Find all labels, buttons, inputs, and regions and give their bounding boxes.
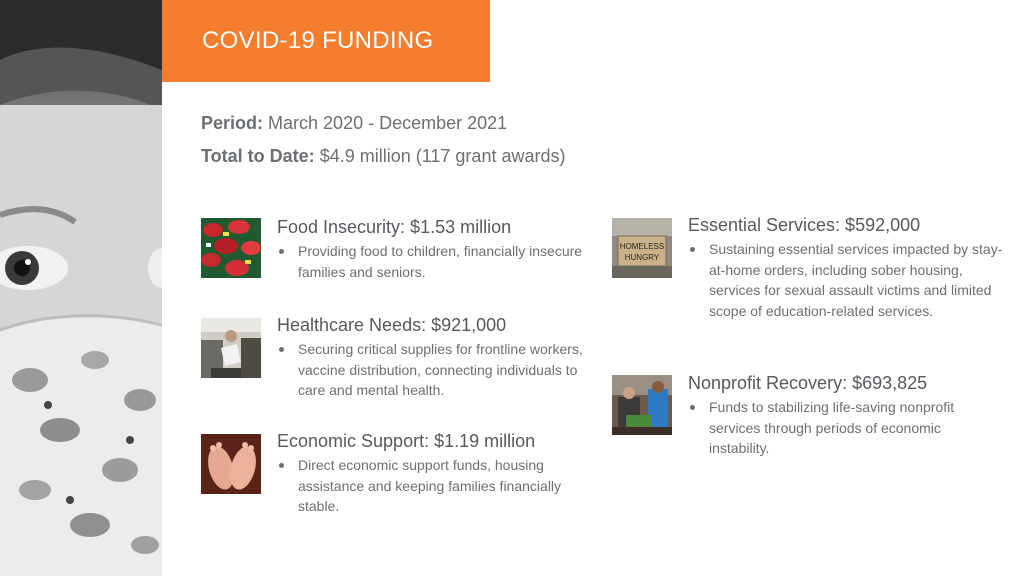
svg-text:HOMELESS: HOMELESS: [619, 242, 665, 251]
category-title-economic: Economic Support: $1.19 million: [277, 431, 536, 451]
period-line: [201, 113, 507, 134]
period-value: March 2020 - December 2021: [268, 113, 508, 133]
total-label: Total to Date:: [201, 146, 315, 166]
category-title-nonprofit: Nonprofit Recovery: $693,825: [688, 373, 928, 393]
homeless-sign-photo: [612, 218, 672, 278]
category-bullet-food: Providing food to children, financially insecure families and seniors.: [298, 241, 588, 282]
total-line: [201, 146, 565, 167]
category-bullet-nonprofit: Funds to stabilizing life-saving nonprofit services through periods of economic instability.: [709, 397, 999, 459]
svg-text:HUNGRY: HUNGRY: [624, 253, 660, 262]
category-title-healthcare: Healthcare Needs: $921,000: [277, 315, 507, 335]
volunteers-photo: [612, 375, 672, 435]
category-bullet-healthcare: Securing critical supplies for frontline workers, vaccine distribution, connecting individuals to care and mental health.: [298, 339, 588, 401]
category-bullet-economic: Direct economic support funds, housing assistance and keeping families financially stable.: [298, 455, 598, 517]
category-title-food: Food Insecurity: $1.53 million: [277, 217, 512, 237]
category-bullet-essential: Sustaining essential services impacted by stay-at-home orders, including sober housing, services for sexual assault victims and limited scope of education-related services.: [709, 239, 1009, 321]
medical-worker-photo: [201, 318, 261, 378]
period-label: Period:: [201, 113, 264, 133]
total-value: $4.9 million (117 grant awards): [319, 146, 566, 166]
category-title-essential: Essential Services: $592,000: [688, 215, 921, 235]
page-title: COVID-19 FUNDING: [202, 27, 434, 54]
wrapped-candy-photo: [201, 218, 261, 278]
baby-feet-photo: [201, 434, 261, 494]
masked-child-photo: [0, 0, 162, 576]
title-banner: [162, 0, 490, 82]
